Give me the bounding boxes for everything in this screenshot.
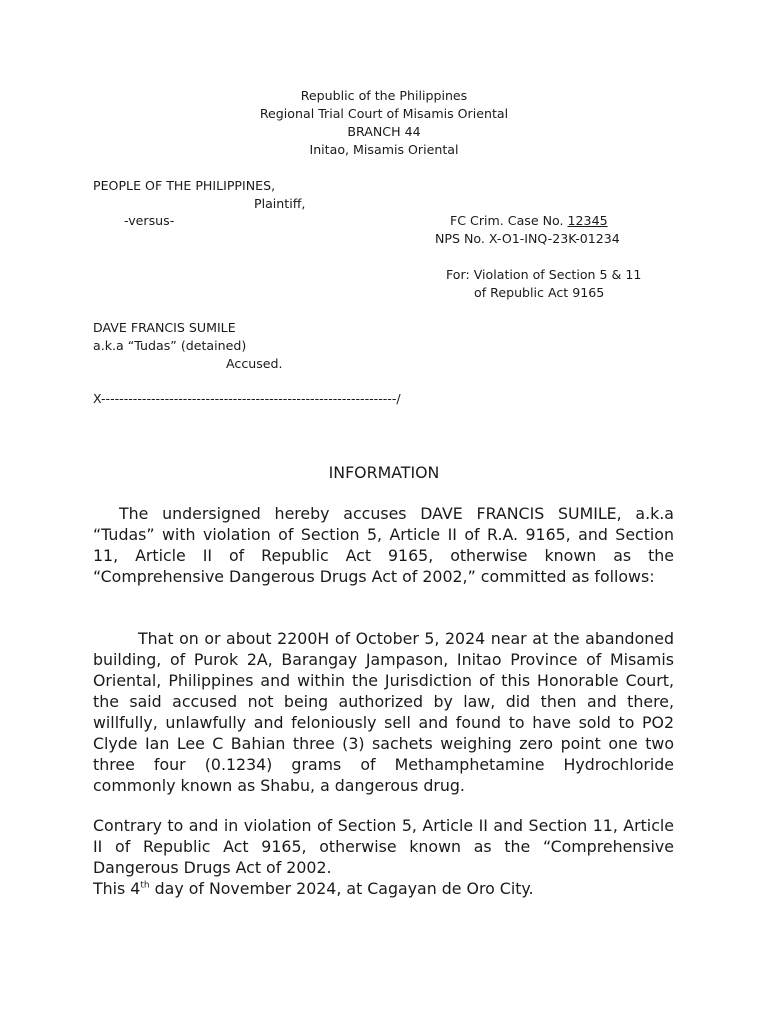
accused-alias: a.k.a “Tudas” (detained) (93, 338, 247, 353)
caption-branch: BRANCH 44 (347, 124, 421, 139)
nps-number: NPS No. X-O1-INQ-23K-01234 (435, 231, 620, 246)
plaintiff-role: Plaintiff, (254, 196, 306, 211)
violation-line-1: For: Violation of Section 5 & 11 (446, 267, 642, 282)
caption-court: Regional Trial Court of Misamis Oriental (259, 106, 509, 121)
caption-location: Initao, Misamis Oriental (309, 142, 459, 157)
case-number-line (450, 212, 608, 230)
versus-label: -versus- (124, 213, 175, 228)
paragraph-facts: That on or about 2200H of October 5, 2024 near at the abandoned building, of Purok 2A, Barangay Jampason, Initao Province of Misamis Oriental, Philippines and within the Jurisdiction of this Honorable Court, the said accused not being authorized by law, did then and there, willfully, unlawfully and feloniously sell and found to have sold to PO2 Clyde Ian Lee C Bahian three (3) sachets weighing zero point one two three four (0.1234) grams of Methamphetamine Hydrochloride commonly known as Shabu, a dangerous drug. (93, 629, 674, 795)
paragraph-accusation: The undersigned hereby accuses DAVE FRANCIS SUMILE, a.k.a “Tudas” with violation of Section 5, Article II of R.A. 9165, and Section 11, Article II of Republic Act 9165, otherwise known as the “Comprehensive Dangerous Drugs Act of 2002,” committed as follows: (93, 504, 674, 586)
date-ordinal: th (140, 880, 150, 891)
violation-line-2: of Republic Act 9165 (474, 285, 605, 300)
date-prefix: This 4 (93, 879, 141, 898)
caption-divider: X-----------------------------------------------------------------/ (93, 391, 401, 406)
accused-role: Accused. (226, 356, 283, 371)
paragraph-contrary: Contrary to and in violation of Section 5, Article II and Section 11, Article II of Republic Act 9165, otherwise known as the “Comprehensive Dangerous Drugs Act of 2002. (93, 816, 674, 877)
accused-name: DAVE FRANCIS SUMILE (93, 320, 236, 335)
case-number: 12345 (567, 213, 608, 228)
date-line (93, 878, 534, 899)
plaintiff-name: PEOPLE OF THE PHILIPPINES, (93, 178, 276, 193)
case-number-prefix: FC Crim. Case No. (450, 213, 568, 228)
caption-republic: Republic of the Philippines (300, 88, 468, 103)
date-suffix: day of November 2024, at Cagayan de Oro City. (149, 879, 534, 898)
document-title: INFORMATION (328, 463, 440, 482)
